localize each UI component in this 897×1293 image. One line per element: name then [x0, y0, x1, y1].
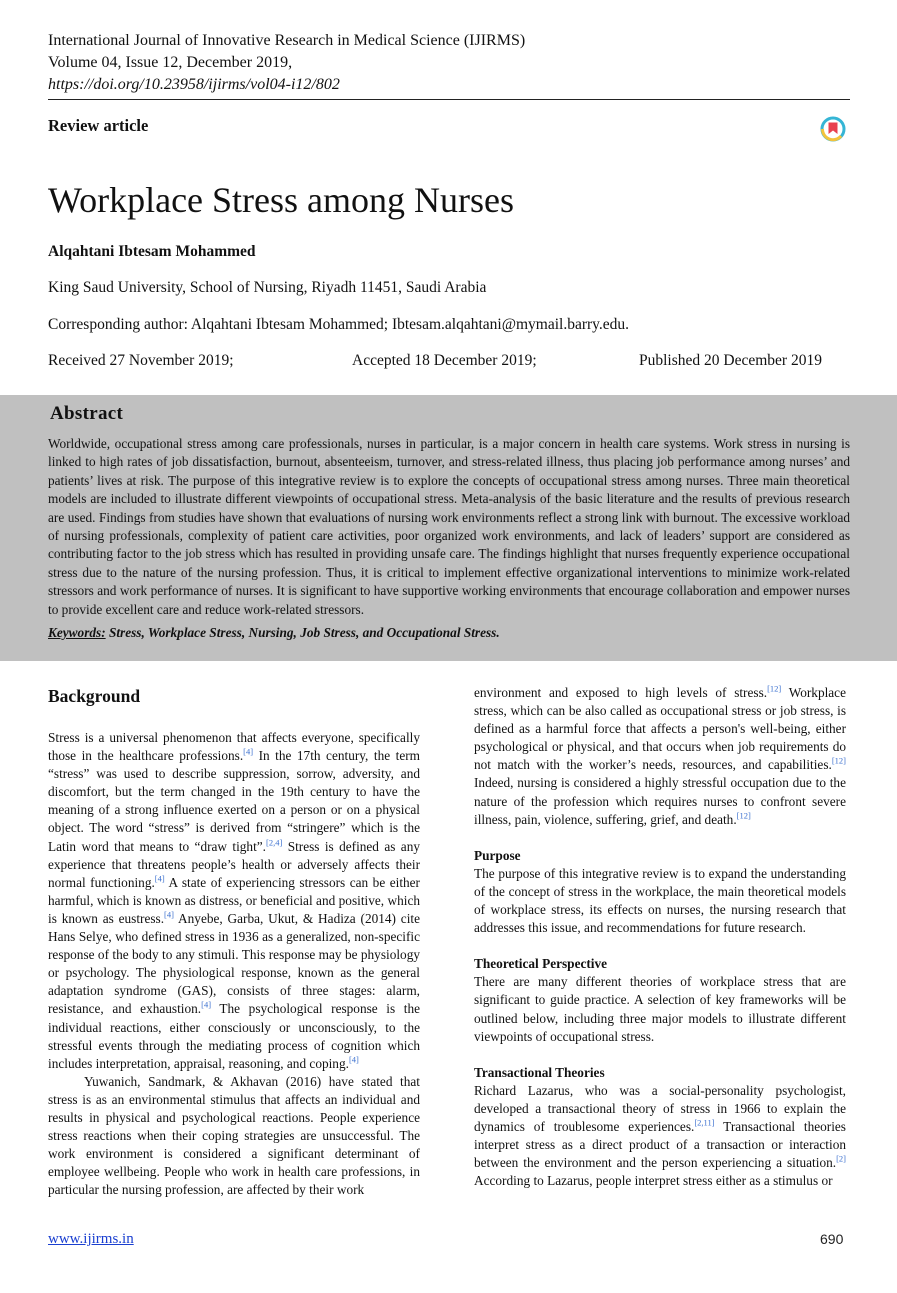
text-run: Anyebe, Garba, Ukut, & Hadiza (2014) cite Hans Selye, who defined stress in 1936 as a generalized, non-specific response of the body to any stimuli. This response may be physiology or psychology. The physiological response, known as the general adaptation syndrome (GAS), consists of three stages: alarm, resistance, and exhaustion. — [48, 910, 420, 1017]
accepted-date: Accepted 18 December 2019; — [352, 352, 537, 369]
text-run: Richard Lazarus, who was a social-personality psychologist, developed a transactional theory of stress in 1966 to explain the dynamics of troublesome experiences. — [474, 1082, 846, 1134]
journal-name: International Journal of Innovative Research in Medical Science (IJIRMS) — [48, 32, 526, 49]
abstract-section — [0, 395, 897, 661]
citation-link[interactable]: [4] — [243, 746, 254, 757]
abstract-heading: Abstract — [50, 403, 124, 424]
background-paragraph-2: Yuwanich, Sandmark, & Akhavan (2016) have stated that stress is as an environmental stimulus that affects an individual and results in physical and psychological reactions. People experience stress reactions when their coping strategies are unsuccessful. The work environment is considered a significant determinant of employee wellbeing. People who work in health care professions, in particular the nursing profession, are affected by their work — [48, 1073, 420, 1198]
abstract-text: Worldwide, occupational stress among care professionals, nurses in particular, is a major concern in health care systems. Work stress in nursing is linked to high rates of job dissatisfaction, burnout, absenteeism, turnover, and stress-related illness, thus placing job performance among nurses’ and patients’ lives at risk. The purpose of this integrative review is to explore the concepts of occupational stress among nurses. Three main theoretical models are included to illustrate different viewpoints of occupational stress. Meta-analysis of the basic literature and the results of previous research are used. Findings from studies have shown that evaluations of nursing work environments reflect a strong link with burnout. The excessive workload of nursing professionals, complexity of patient care activities, poor organized work environments, and lack of leaders’ support are considered as contributing factor to the job stress which has resulted in providing unsafe care. The findings highlight that nurses frequently experience occupational stress due to the nature of the nursing profession. Thus, it is critical to implement effective organizational interventions to minimize work-related stressors and work performance of nurses. It is significant to have supportive working environments that encourage collaboration and empower nurses to provide excellent care and reduce work-related stressors. — [48, 436, 850, 617]
affiliation: King Saud University, School of Nursing, Riyadh 11451, Saudi Arabia — [48, 279, 487, 296]
right-column — [474, 684, 846, 1190]
check-for-updates-icon[interactable] — [820, 116, 846, 142]
text-run: Transactional theories interpret stress as a direct product of a transaction or interaction between the environment and the person experiencing a situation. — [474, 1118, 846, 1171]
volume-issue: Volume 04, Issue 12, December 2019, — [48, 54, 293, 71]
keywords-label: Keywords: — [48, 625, 106, 640]
background-paragraph-1 — [48, 729, 420, 1073]
header-divider — [48, 99, 850, 100]
article-dates — [48, 352, 838, 374]
keywords-list: Stress, Workplace Stress, Nursing, Job Stress, and Occupational Stress. — [105, 625, 500, 640]
journal-header — [48, 30, 525, 96]
citation-link[interactable]: [12] — [767, 683, 782, 694]
citation-link[interactable]: [12] — [831, 755, 846, 766]
citation-link[interactable]: [4] — [201, 999, 212, 1010]
background-paragraph-3 — [474, 684, 846, 829]
theoretical-perspective-heading: Theoretical Perspective — [474, 956, 608, 972]
citation-link[interactable]: [2,11] — [694, 1117, 715, 1128]
published-date: Published 20 December 2019 — [639, 352, 822, 369]
text-run: Indeed, nursing is considered a highly stressful occupation due to the nature of the profession which requires nurses to confront severe illness, pain, violence, suffering, grief, and death. — [474, 775, 846, 827]
citation-link[interactable]: [12] — [736, 810, 751, 821]
page-number: 690 — [820, 1231, 844, 1247]
article-type: Review article — [48, 116, 149, 135]
corresponding-author: Corresponding author: Alqahtani Ibtesam Mohammed; Ibtesam.alqahtani@mymail.barry.edu. — [48, 316, 630, 333]
text-run: Stress is defined as any experience that threatens people’s health or adversely affects their normal functioning. — [48, 838, 420, 890]
keywords — [48, 625, 500, 641]
text-run: The psychological response is the individual reactions, either consciously or unconsciously, to the stressful events through the mediating process of cognition which includes interpretation, appraisal, reasoning, and coping. — [48, 1001, 421, 1071]
text-run: In the 17th century, the term “stress” was used to describe suppression, sorrow, adversity, and discomfort, but the term changed in the 19th century to have the meaning of a strong influence exerted on a person or on a physical object. The word “stress” is derived from “stringere” which is the Latin word that means to “draw tight”. — [48, 748, 420, 854]
text-run: A state of experiencing stressors can be either harmful, which is known as distress, or beneficial and positive, which is known as eustress. — [48, 874, 420, 926]
citation-link[interactable]: [2,4] — [266, 837, 283, 848]
text-run: environment and exposed to high levels of stress. — [474, 685, 768, 700]
article-title: Workplace Stress among Nurses — [48, 180, 514, 220]
text-run: Stress is a universal phenomenon that affects everyone, specifically those in the healthcare professions. — [48, 730, 420, 764]
doi-link[interactable]: https://doi.org/10.23958/ijirms/vol04-i12/802 — [48, 76, 340, 93]
author-name: Alqahtani Ibtesam Mohammed — [48, 243, 256, 260]
citation-link[interactable]: [4] — [154, 873, 165, 884]
citation-link[interactable]: [4] — [348, 1054, 359, 1065]
purpose-heading: Purpose — [474, 847, 521, 863]
citation-link[interactable]: [2] — [836, 1153, 846, 1164]
left-column — [48, 684, 420, 1199]
text-run: According to Lazarus, people interpret stress either as a stimulus or — [474, 1173, 833, 1189]
transactional-theories-heading: Transactional Theories — [474, 1064, 605, 1080]
transactional-theories-text — [474, 1082, 846, 1191]
received-date: Received 27 November 2019; — [48, 352, 234, 369]
purpose-text: The purpose of this integrative review is to expand the understanding of the concept of stress in the workplace, the main theoretical models of workplace stress, its effects on nurses, the nursing research that addresses this issue, and recommendations for future research. — [474, 865, 846, 936]
citation-link[interactable]: [4] — [164, 909, 174, 920]
theoretical-perspective-text: There are many different theories of workplace stress that are significant to guide practice. A selection of key frameworks will be outlined below, including three major models to illustrate different viewpoints of occupational stress. — [474, 974, 846, 1044]
journal-website-link[interactable]: www.ijirms.in — [48, 1231, 134, 1247]
background-heading: Background — [48, 686, 141, 706]
text-run: Workplace stress, which can be also called as occupational stress or job stress, is defined as a harmful force that affects a person's well-being, either psychological or physical, and that occurs when job requirements do not match with the worker’s needs, resources, and capabilities. — [474, 685, 846, 773]
